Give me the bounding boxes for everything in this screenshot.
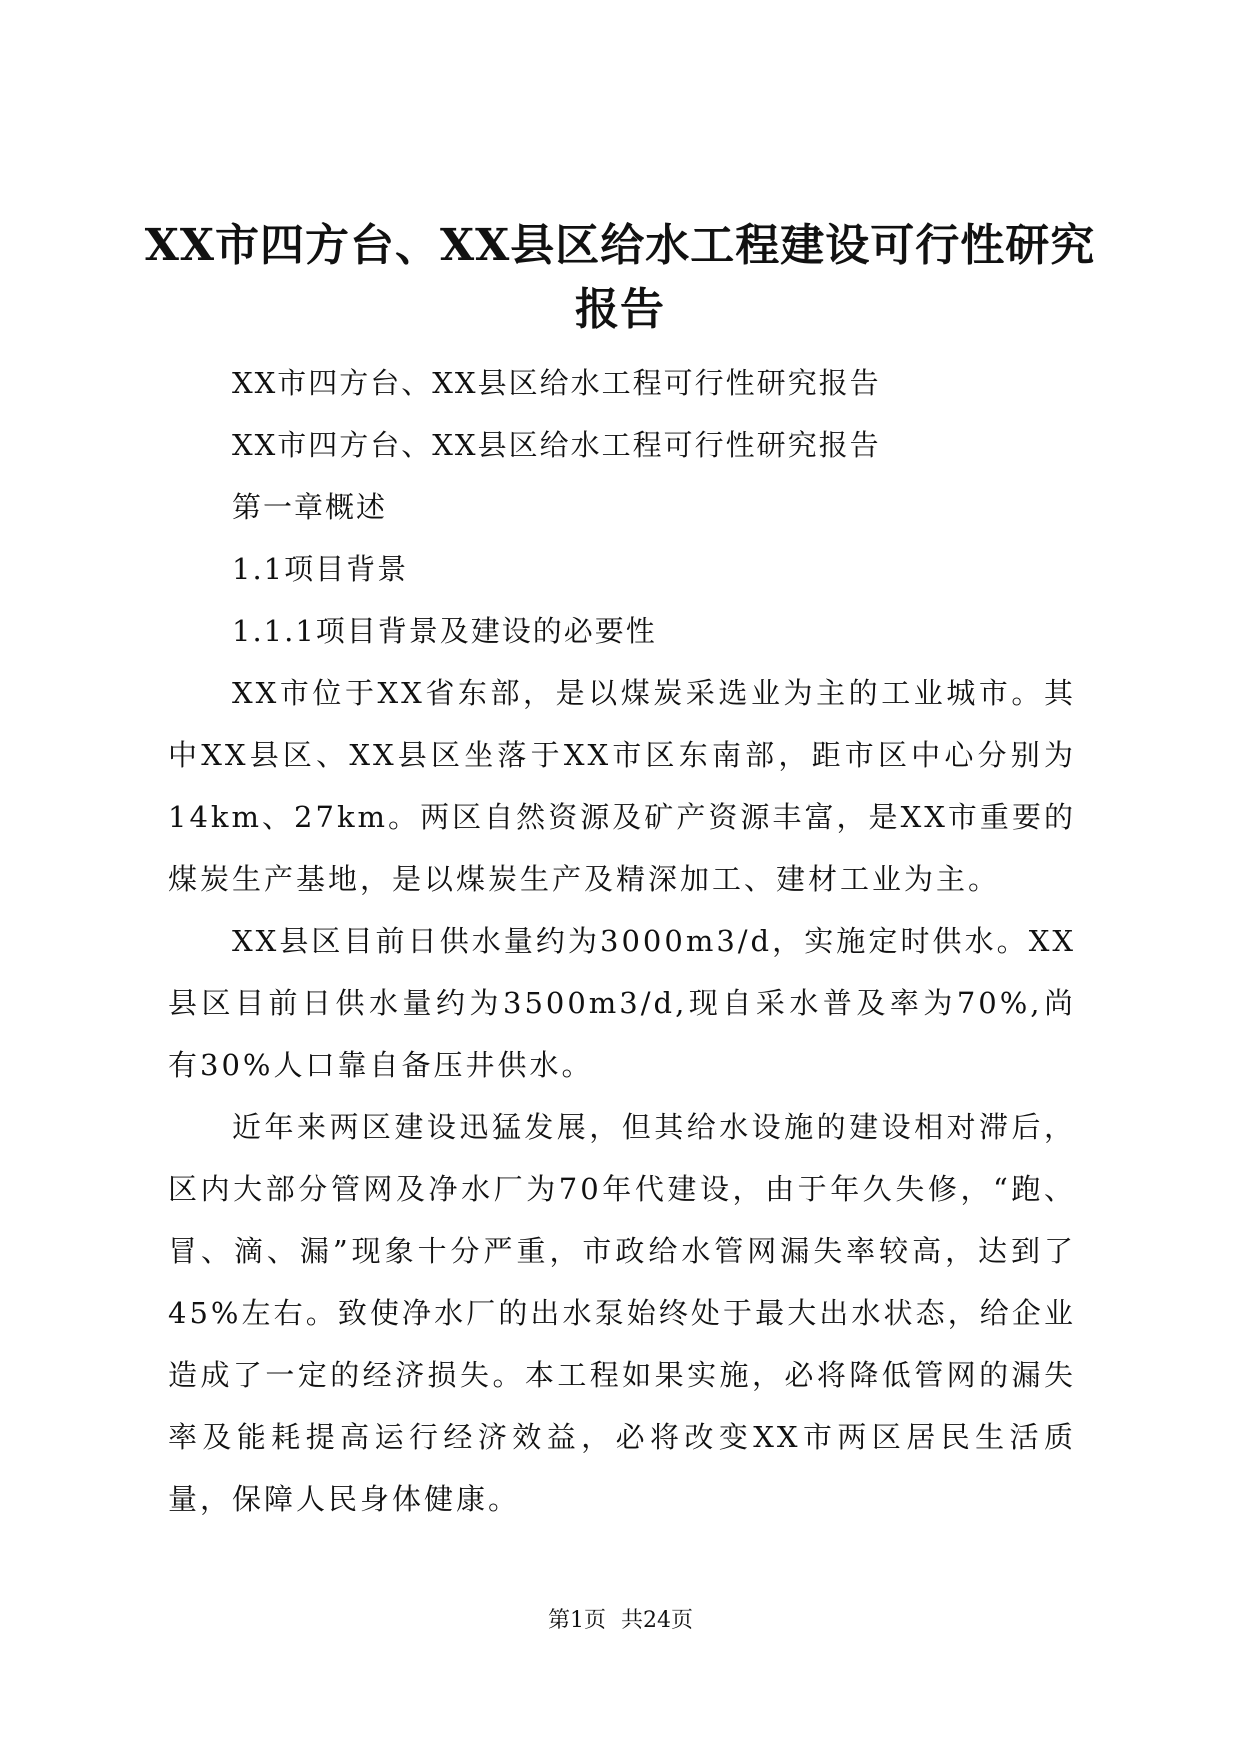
section-heading: 1.1项目背景 <box>232 552 409 586</box>
page-number: 第1页 <box>548 1608 606 1633</box>
subsection-heading: 1.1.1项目背景及建设的必要性 <box>232 614 657 648</box>
total-pages: 共24页 <box>621 1608 693 1633</box>
chapter-heading: 第一章概述 <box>232 490 388 524</box>
paragraph-location: XX市位于XX省东部，是以煤炭采选业为主的工业城市。其中XX县区、XX县区坐落于XX市区东南部，距市区中心分别为14km、27km。两区自然资源及矿产资源丰富，是XX市重要的煤炭生产基地，是以煤炭生产及精深加工、建材工业为主。 <box>168 676 1076 896</box>
document-body <box>168 352 1076 1530</box>
paragraph-water-supply: XX县区目前日供水量约为3000m3/d，实施定时供水。XX县区目前日供水量约为3500m3/d,现自采水普及率为70%,尚有30%人口靠自备压井供水。 <box>168 924 1076 1082</box>
paragraph-subtitle-1: XX市四方台、XX县区给水工程可行性研究报告 <box>232 366 881 400</box>
paragraph-infrastructure: 近年来两区建设迅猛发展，但其给水设施的建设相对滞后，区内大部分管网及净水厂为70年代建设，由于年久失修，“跑、冒、滴、漏”现象十分严重，市政给水管网漏失率较高，达到了45%左右。致使净水厂的出水泵始终处于最大出水状态，给企业造成了一定的经济损失。本工程如果实施，必将降低管网的漏失率及能耗提高运行经济效益，必将改变XX市两区居民生活质量，保障人民身体健康。 <box>168 1110 1076 1516</box>
document-title: XX市四方台、XX县区给水工程建设可行性研究报告 <box>144 220 1096 335</box>
page-footer <box>0 1606 1241 1636</box>
paragraph-subtitle-2: XX市四方台、XX县区给水工程可行性研究报告 <box>232 428 881 462</box>
